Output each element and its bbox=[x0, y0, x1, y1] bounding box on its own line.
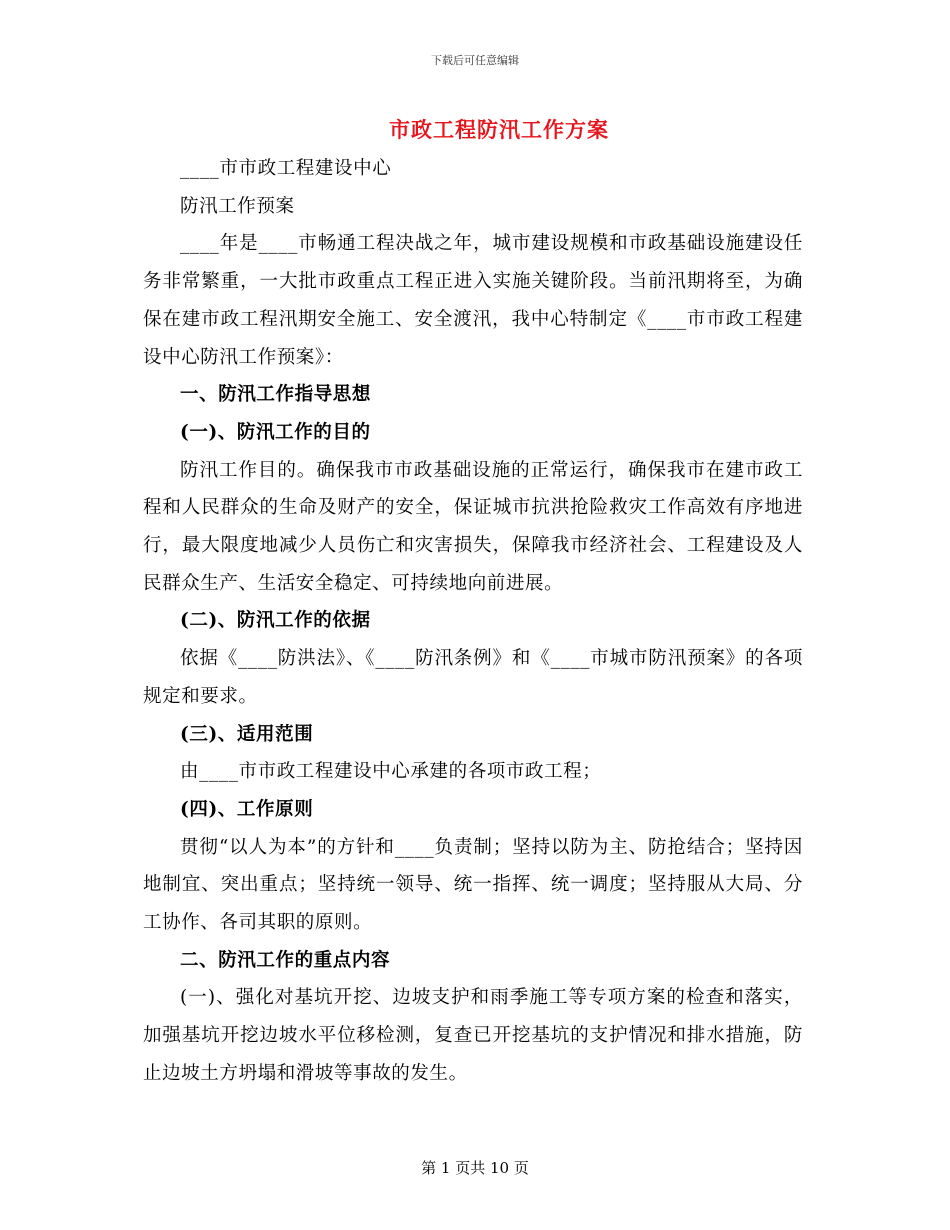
section-heading: (二)、防汛工作的依据 bbox=[180, 610, 371, 632]
body-paragraph: 防汛工作目的。确保我市市政基础设施的正常运行，确保我市在建市政工程和人民群众的生命及财产的安全，保证城市抗洪抢险救灾工作高效有序地进行，最大限度地减少人员伤亡和灾害损失，保障我市经济社会、工程建设及人民群众生产、生活安全稳定、可持续地向前进展。 bbox=[143, 459, 803, 594]
document-title: 市政工程防汛工作方案 bbox=[389, 117, 609, 142]
body-paragraph: 由____市市政工程建设中心承建的各项市政工程； bbox=[180, 761, 602, 783]
body-paragraph: ____市市政工程建设中心 bbox=[180, 158, 392, 179]
body-paragraph: 防汛工作预案 bbox=[180, 195, 295, 217]
section-heading: 一、防汛工作指导思想 bbox=[180, 384, 372, 406]
section-heading: 二、防汛工作的重点内容 bbox=[180, 949, 391, 971]
document-body bbox=[143, 150, 803, 1093]
body-paragraph: (一)、强化对基坑开挖、边坡支护和雨季施工等专项方案的检查和落实，加强基坑开挖边坡水平位移检测，复查已开挖基坑的支护情况和排水措施，防止边坡土方坍塌和滑坡等事故的发生。 bbox=[143, 987, 803, 1084]
section-heading: (四)、工作原则 bbox=[180, 798, 314, 820]
section-heading: (一)、防汛工作的目的 bbox=[180, 421, 371, 443]
body-paragraph: ____年是____市畅通工程决战之年，城市建设规模和市政基础设施建设任务非常繁重，一大批市政重点工程正进入实施关键阶段。当前汛期将至，为确保在建市政工程汛期安全施工、安全渡汛，我中心特制定《____市市政工程建设中心防汛工作预案》： bbox=[143, 233, 803, 368]
body-paragraph: 贯彻“以人为本”的方针和____负责制；坚持以防为主、防抢结合；坚持因地制宜、突出重点；坚持统一领导、统一指挥、统一调度；坚持服从大局、分工协作、各司其职的原则。 bbox=[143, 836, 803, 934]
page-number-footer: 第 1 页共 10 页 bbox=[421, 1159, 529, 1177]
section-heading: (三)、适用范围 bbox=[180, 723, 314, 745]
header-note: 下载后可任意编辑 bbox=[431, 54, 519, 67]
body-paragraph: 依据《____防洪法》、《____防汛条例》和《____市城市防汛预案》的各项规定和要求。 bbox=[143, 648, 803, 707]
